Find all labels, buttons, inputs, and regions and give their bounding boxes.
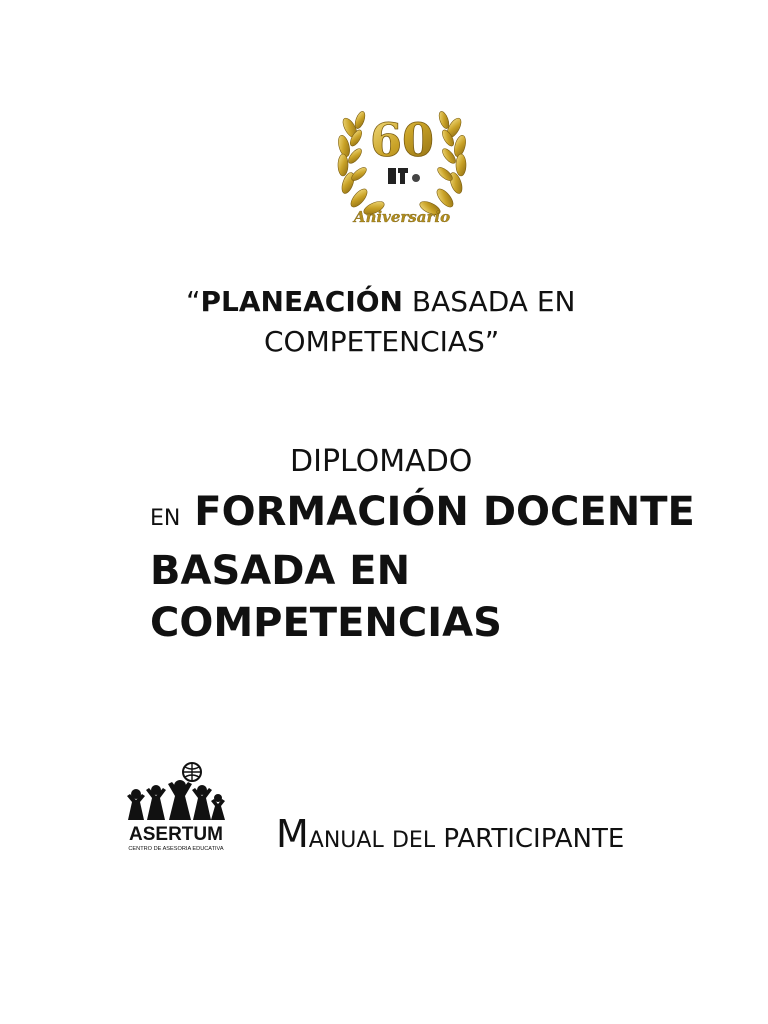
course-line-1-text: FORMACIÓN DOCENTE <box>194 489 695 535</box>
diplomado-heading: DIPLOMADO <box>290 444 473 479</box>
emblem-number: 60 <box>369 113 435 167</box>
course-title <box>150 486 710 649</box>
title-line-1 <box>150 282 620 322</box>
emblem-script-text: Aniversario <box>353 208 451 226</box>
manual-anual: ANUAL <box>308 828 384 853</box>
manual-participante: PARTICIPANTE <box>443 824 625 854</box>
title-line-2: COMPETENCIAS” <box>264 325 500 358</box>
asertum-tagline: CENTRO DE ASESORIA EDUCATIVA <box>128 846 224 852</box>
institution-mark-icon <box>388 168 420 184</box>
title-bold-word: PLANEACIÓN <box>200 285 403 318</box>
globe-icon <box>183 763 201 781</box>
course-line-1 <box>150 486 710 545</box>
anniversary-emblem-logo <box>334 98 470 232</box>
document-title <box>150 282 620 362</box>
manual-cap-m: M <box>276 812 309 856</box>
title-open-quote: “ <box>186 285 201 318</box>
manual-heading <box>276 812 624 856</box>
course-line-3: COMPETENCIAS <box>150 600 502 646</box>
asertum-logo <box>126 762 226 854</box>
asertum-name: ASERTUM <box>129 824 223 845</box>
manual-del: DEL <box>391 828 436 853</box>
course-prefix: EN <box>150 506 181 531</box>
title-rest: BASADA EN <box>402 285 576 318</box>
course-line-2: BASADA EN <box>150 548 411 594</box>
children-figures-icon <box>127 780 225 820</box>
